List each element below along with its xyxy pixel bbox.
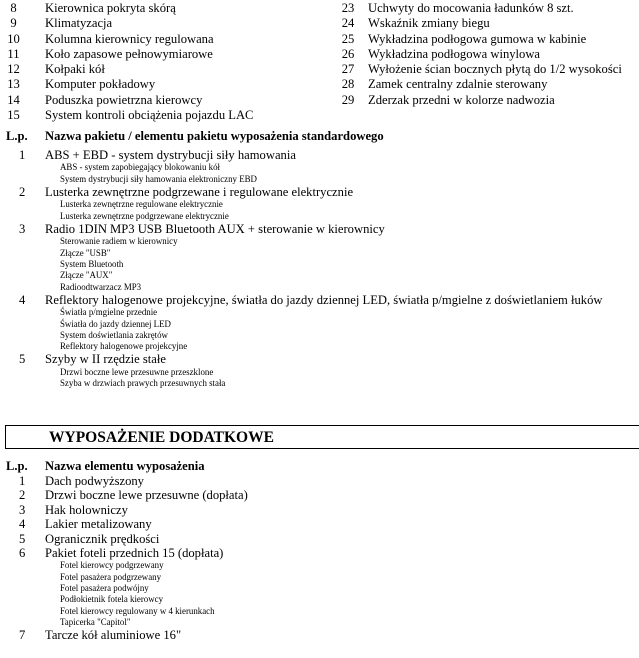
additional-sub-item: Fotel pasażera podwójny — [60, 582, 149, 593]
additional-sub-item: Podłokietnik fotela kierowcy — [60, 594, 164, 605]
additional-item: 1 Dach podwyższony — [19, 474, 144, 488]
package-item: 1 ABS + EBD - system dystrybucji siły hamowania — [19, 148, 296, 162]
package-sub-item: Złącze "USB" — [60, 247, 111, 258]
additional-item: 4 Lakier metalizowany — [19, 517, 152, 532]
list-item: 28 Zamek centralny zdalnie sterowany — [341, 77, 548, 92]
additional-equipment-list — [0, 474, 639, 643]
list-item: 14 Poduszka powietrzna kierowcy — [7, 92, 203, 107]
package-sub-item: Lusterka zewnętrzne podgrzewane elektrycznie — [60, 210, 229, 221]
additional-equipment-header — [0, 459, 205, 474]
package-sub-item: Lusterka zewnętrzne regulowane elektrycznie — [60, 199, 223, 210]
list-item: 8 Kierownica pokryta skórą — [10, 1, 176, 15]
standard-packages-header — [0, 129, 384, 144]
list-item: 26 Wykładzina podłogowa winylowa — [341, 46, 541, 61]
list-item: 29 Zderzak przedni w kolorze nadwozia — [341, 92, 555, 107]
additional-item: 7 Tarcze kół aluminiowe 16" — [19, 628, 182, 643]
list-item: 12 Kołpaki kół — [7, 62, 105, 77]
list-item: 24 Wskaźnik zmiany biegu — [341, 16, 490, 31]
list-item: 23 Uchwyty do mocowania ładunków 8 szt. — [341, 1, 574, 15]
header-lp: L.p. — [6, 459, 28, 473]
header-lp: L.p. — [6, 129, 28, 143]
package-sub-item: Reflektory halogenowe projekcyjne — [60, 341, 188, 352]
package-sub-item: Sterowanie radiem w kierownicy — [60, 236, 178, 247]
additional-sub-item: Tapicerka "Capitol" — [60, 616, 131, 627]
list-item: 13 Komputer pokładowy — [7, 77, 156, 92]
additional-item: 2 Drzwi boczne lewe przesuwne (dopłata) — [19, 488, 248, 503]
list-item: 15 System kontroli obciążenia pojazdu LAC — [7, 108, 254, 123]
package-sub-item: System dystrybucji siły hamowania elektroniczny EBD — [60, 173, 257, 184]
package-sub-item: Radioodtwarzacz MP3 — [60, 281, 142, 292]
package-sub-item: System doświetlania zakrętów — [60, 329, 168, 340]
additional-item: 3 Hak holowniczy — [19, 502, 128, 517]
additional-sub-item: Fotel kierowcy podgrzewany — [60, 560, 164, 571]
additional-item: 5 Ogranicznik prędkości — [19, 531, 160, 546]
additional-sub-item: Fotel kierowcy regulowany w 4 kierunkach — [60, 605, 215, 616]
package-sub-item: System Bluetooth — [60, 258, 124, 269]
package-sub-item: Światła p/mgielne przednie — [60, 307, 158, 318]
additional-sub-item: Fotel pasażera podgrzewany — [60, 571, 162, 582]
package-item: 5 Szyby w II rzędzie stałe — [19, 352, 166, 367]
header-title: Nazwa pakietu / elementu pakietu wyposażenia standardowego — [45, 129, 384, 143]
package-item: 4 Reflektory halogenowe projekcyjne, światła do jazdy dziennej LED, światła p/mgielne z doświetlaniem łuków — [19, 292, 603, 307]
additional-item: 6 Pakiet foteli przednich 15 (dopłata) — [19, 545, 224, 560]
equipment-column-right — [330, 1, 639, 108]
package-sub-item: Światła do jazdy dziennej LED — [60, 318, 171, 329]
package-sub-item: ABS - system zapobiegający blokowaniu kół — [60, 162, 220, 173]
equipment-column-left — [0, 1, 330, 123]
list-item: 25 Wykładzina podłogowa gumowa w kabinie — [341, 31, 587, 46]
standard-packages-list — [0, 148, 639, 389]
package-item: 2 Lusterka zewnętrzne podgrzewane i regulowane elektrycznie — [19, 184, 354, 199]
list-item: 9 Klimatyzacja — [10, 16, 113, 31]
package-sub-item: Szyba w drzwiach prawych przesuwnych stała — [60, 378, 226, 389]
package-sub-item: Złącze "AUX" — [60, 270, 113, 281]
list-item: 27 Wyłożenie ścian bocznych płytą do 1/2 wysokości — [341, 62, 622, 77]
section-title: WYPOSAŻENIE DODATKOWE — [49, 429, 274, 446]
package-sub-item: Drzwi boczne lewe przesuwne przeszklone — [60, 366, 214, 377]
package-item: 3 Radio 1DIN MP3 USB Bluetooth AUX + sterowanie w kierownicy — [19, 221, 385, 236]
section-header-box — [5, 425, 639, 449]
list-item: 11 Koło zapasowe pełnowymiarowe — [7, 46, 213, 61]
header-title: Nazwa elementu wyposażenia — [45, 459, 205, 473]
list-item: 10 Kolumna kierownicy regulowana — [7, 31, 214, 46]
